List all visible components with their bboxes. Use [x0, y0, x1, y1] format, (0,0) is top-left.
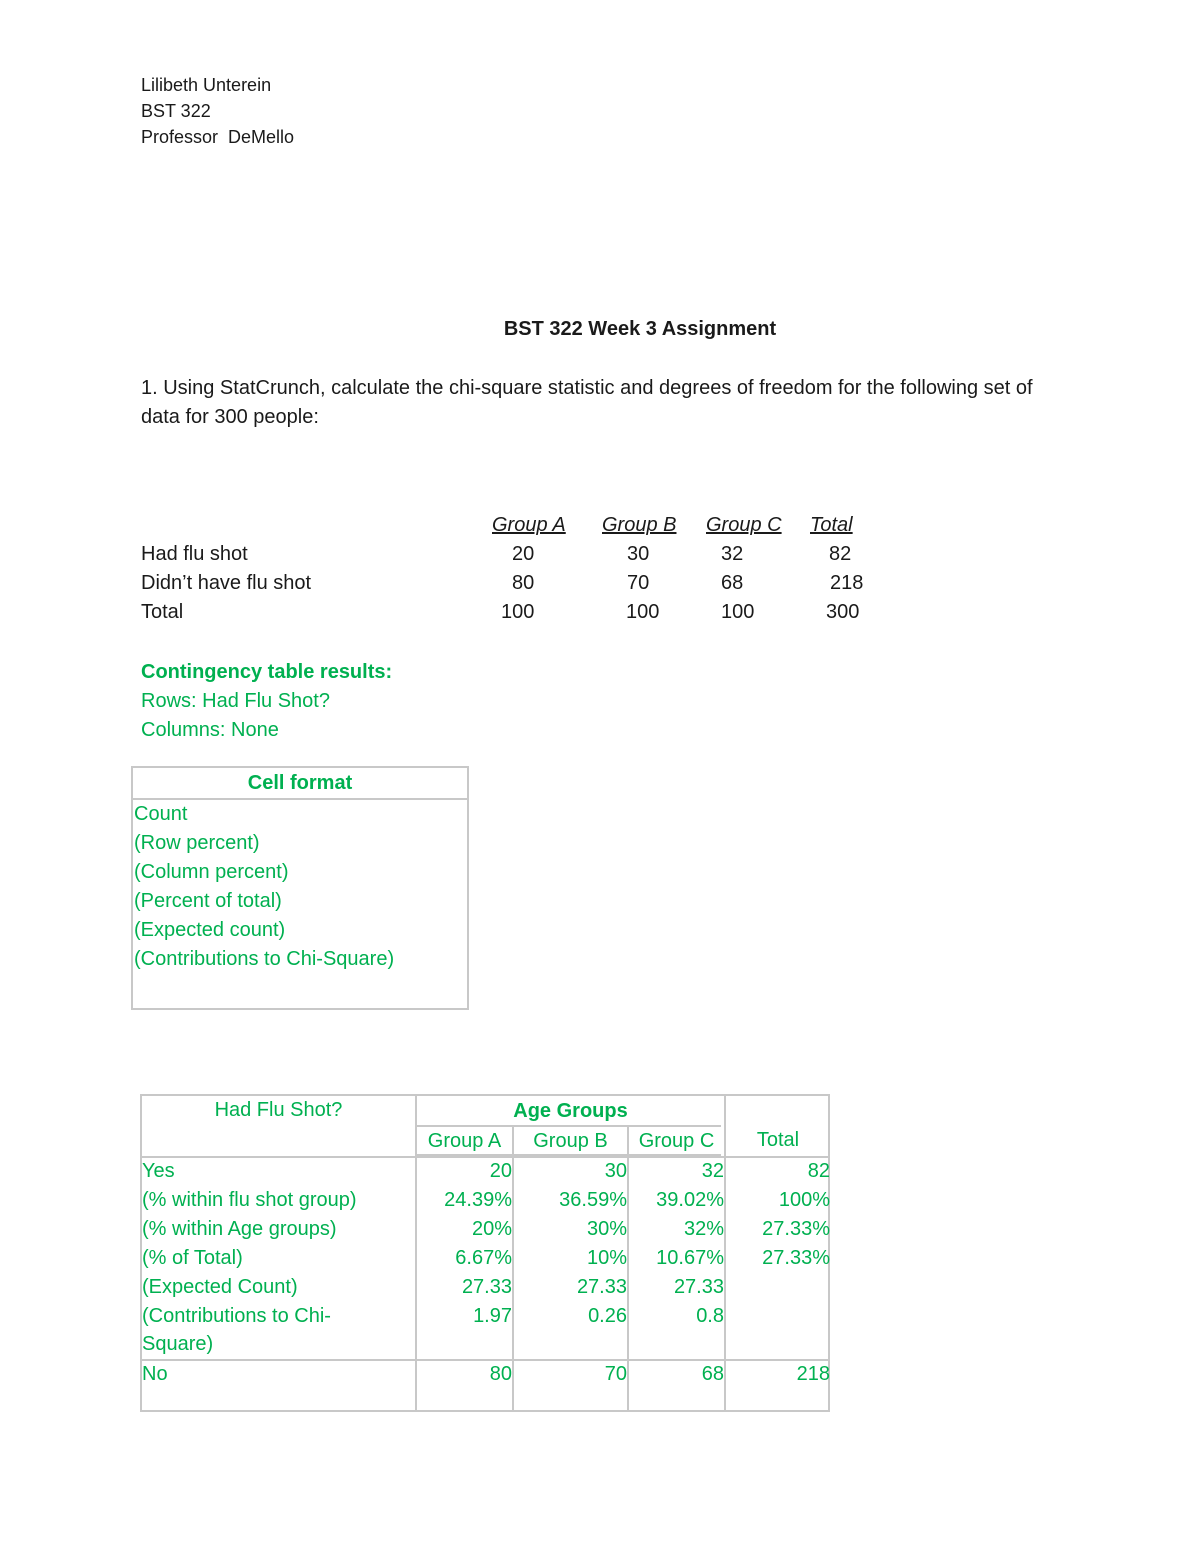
- contingency-results: [141, 658, 392, 745]
- col-header-group-b: Group B: [602, 514, 677, 536]
- assignment-title: BST 322 Week 3 Assignment: [503, 318, 777, 340]
- col-header-group-c: Group C: [706, 514, 782, 536]
- pct-within-flu-shot-label: (% within flu shot group): [142, 1189, 357, 1211]
- row-label: Total: [141, 601, 184, 623]
- table-cell: 100: [721, 601, 755, 623]
- pct-within-age-groups-label: (% within Age groups): [142, 1218, 337, 1240]
- table-cell: 27.33%: [762, 1247, 830, 1269]
- table-cell: 70: [604, 1363, 627, 1385]
- course-code: BST 322: [141, 101, 211, 121]
- table-cell: 0.26: [588, 1305, 627, 1327]
- table-cell: 80: [489, 1363, 512, 1385]
- grid-line: [142, 1156, 828, 1158]
- question-text: 1. Using StatCrunch, calculate the chi-square statistic and degrees of freedom for the following set of data for 300 people:: [141, 377, 1033, 428]
- table-cell: 82: [829, 543, 852, 565]
- table-cell: 1.97: [473, 1305, 512, 1327]
- col-header-group-a: Group A: [427, 1130, 502, 1152]
- col-header-group-b: Group B: [533, 1130, 608, 1152]
- contingency-table: [140, 1094, 830, 1412]
- table-cell: 27.33: [576, 1276, 627, 1298]
- table-cell: 39.02%: [656, 1189, 724, 1211]
- table-cell: 100%: [778, 1189, 830, 1211]
- table-cell: 80: [512, 572, 535, 594]
- contributions-label-cont: Square): [142, 1333, 214, 1355]
- row-header-had-flu-shot: Had Flu Shot?: [214, 1099, 343, 1121]
- table-cell: 82: [807, 1160, 830, 1182]
- table-cell: 20: [489, 1160, 512, 1182]
- student-name: Lilibeth Unterein: [141, 75, 272, 95]
- grid-line: [417, 1154, 721, 1156]
- no-label: No: [142, 1363, 168, 1385]
- table-cell: 36.59%: [559, 1189, 627, 1211]
- cell-format-line: (Row percent): [134, 832, 260, 854]
- cell-format-box: [131, 766, 469, 1010]
- table-cell: 218: [830, 572, 864, 594]
- professor-name: Professor DeMello: [141, 127, 295, 147]
- col-header-group-c: Group C: [638, 1130, 715, 1152]
- cell-format-line: (Percent of total): [134, 890, 282, 912]
- cell-format-heading: Cell format: [133, 768, 467, 800]
- row-label: Didn’t have flu shot: [141, 572, 312, 594]
- col-header-total: Total: [810, 514, 853, 536]
- table-cell: 30: [604, 1160, 627, 1182]
- table-cell: 32: [721, 543, 744, 565]
- row-label: Had flu shot: [141, 543, 248, 565]
- col-header-group-a: Group A: [492, 514, 566, 536]
- cell-format-line: (Contributions to Chi-Square): [134, 948, 395, 970]
- table-cell: 27.33: [673, 1276, 724, 1298]
- col-header-total: Total: [756, 1129, 800, 1151]
- table-cell: 32: [701, 1160, 724, 1182]
- age-groups-header: Age Groups: [513, 1100, 628, 1122]
- table-cell: 27.33%: [762, 1218, 830, 1240]
- table-cell: 300: [826, 601, 860, 623]
- table-cell: 68: [701, 1363, 724, 1385]
- results-rows-line: Rows: Had Flu Shot?: [141, 690, 330, 712]
- table-cell: 30%: [586, 1218, 627, 1240]
- table-cell: 0.8: [696, 1305, 724, 1327]
- grid-line: [417, 1125, 721, 1127]
- table-cell: 30: [627, 543, 650, 565]
- cell-format-line: (Column percent): [134, 861, 289, 883]
- table-cell: 100: [501, 601, 535, 623]
- table-cell: 32%: [683, 1218, 724, 1240]
- cell-format-line: (Expected count): [134, 919, 286, 941]
- table-cell: 20: [512, 543, 535, 565]
- table-cell: 10%: [586, 1247, 627, 1269]
- expected-count-label: (Expected Count): [142, 1276, 298, 1298]
- grid-line: [142, 1359, 828, 1361]
- table-cell: 24.39%: [444, 1189, 512, 1211]
- table-cell: 27.33: [461, 1276, 512, 1298]
- yes-label: Yes: [142, 1160, 175, 1182]
- pct-of-total-label: (% of Total): [142, 1247, 243, 1269]
- contributions-label: (Contributions to Chi-: [142, 1305, 331, 1327]
- cell-format-line: Count: [134, 803, 188, 825]
- table-cell: 10.67%: [656, 1247, 724, 1269]
- table-cell: 70: [627, 572, 650, 594]
- table-cell: 218: [796, 1363, 830, 1385]
- table-cell: 20%: [471, 1218, 512, 1240]
- table-cell: 6.67%: [455, 1247, 512, 1269]
- results-columns-line: Columns: None: [141, 719, 279, 741]
- results-title: Contingency table results:: [141, 661, 393, 683]
- table-cell: 68: [721, 572, 744, 594]
- table-cell: 100: [626, 601, 660, 623]
